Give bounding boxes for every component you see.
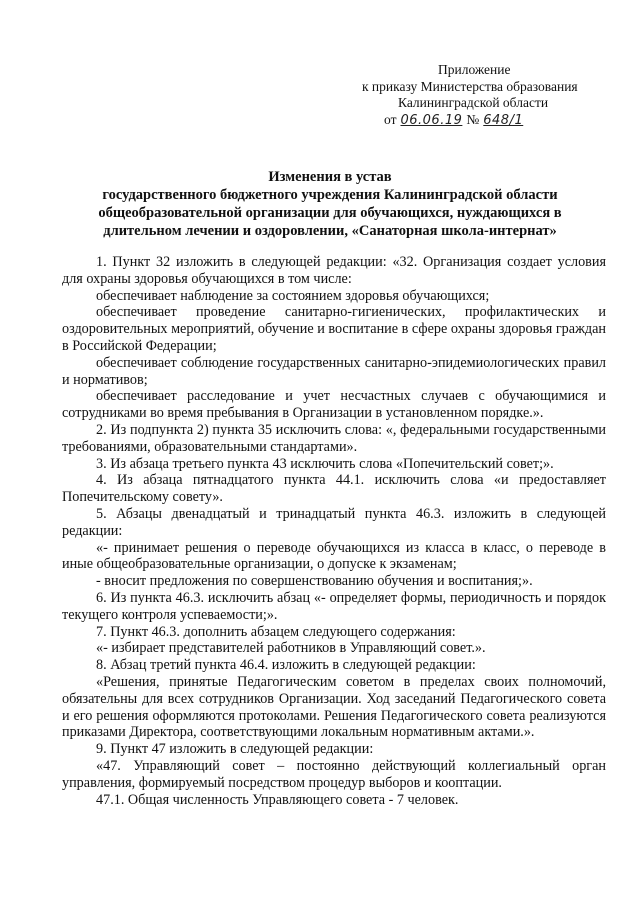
paragraph: 6. Из пункта 46.3. исключить абзац «- определяет формы, периодичность и порядок текущего контроля успеваемости;». — [62, 589, 606, 623]
document-title — [60, 168, 600, 240]
paragraph: обеспечивает расследование и учет несчастных случаев с обучающимися и сотрудниками во время пребывания в Организации в установленном порядке.». — [62, 388, 606, 422]
handwritten-number: 648/1 — [483, 112, 524, 128]
title-line: Изменения в устав — [268, 169, 392, 185]
paragraph: «47. Управляющий совет – постоянно действующий коллегиальный орган управления, формируемый посредством процедур выборов и кооптации. — [62, 757, 606, 791]
annex-date-line — [356, 112, 606, 130]
paragraph: 47.1. Общая численность Управляющего совета - 7 человек. — [96, 791, 459, 808]
paragraph: «Решения, принятые Педагогическим советом в пределах своих полномочий, обязательны для всех сотрудников Организации. Ход заседаний Педагогического совета и его решения оформляются протоколами. Решения Педагогического совета реализуются приказами Директора, соответствующими локальным нормативным актами.». — [62, 673, 606, 741]
date-prefix: от — [384, 111, 397, 127]
paragraph: обеспечивает наблюдение за состоянием здоровья обучающихся; — [96, 287, 490, 304]
number-prefix: № — [466, 111, 480, 127]
annex-region: Калининградской области — [398, 95, 549, 110]
paragraph: 8. Абзац третий пункта 46.4. изложить в следующей редакции: — [96, 657, 476, 674]
document-body — [62, 254, 606, 808]
paragraph: обеспечивает проведение санитарно-гигиенических, профилактических и оздоровительных мероприятий, обучение и воспитание в сфере охраны здоровья граждан в Российской Федерации; — [62, 304, 606, 354]
paragraph: 1. Пункт 32 изложить в следующей редакции: «32. Организация создает условия для охраны здоровья обучающихся в том числе: — [62, 254, 606, 287]
title-line: длительном лечении и оздоровлении, «Санаторная школа-интернат» — [103, 223, 557, 239]
paragraph: 2. Из подпункта 2) пункта 35 исключить слова: «, федеральными государственными требованиями, образовательными стандартами». — [62, 421, 606, 455]
paragraph: обеспечивает соблюдение государственных санитарно-эпидемиологических правил и нормативов; — [62, 354, 606, 388]
paragraph: 4. Из абзаца пятнадцатого пункта 44.1. исключить слова «и предоставляет Попечительскому совету». — [62, 472, 606, 506]
paragraph: 7. Пункт 46.3. дополнить абзацем следующего содержания: — [96, 623, 456, 640]
annex-block — [356, 62, 606, 129]
annex-order-ref: к приказу Министерства образования — [362, 78, 578, 94]
paragraph: 5. Абзацы двенадцатый и тринадцатый пункта 46.3. изложить в следующей редакции: — [62, 505, 606, 539]
handwritten-date: 06.06.19 — [400, 112, 463, 128]
annex-title: Приложение — [438, 62, 511, 77]
paragraph: «- принимает решения о переводе обучающихся из класса в класс, о переводе в иные общеобразовательные организации, о допуске к экзаменам; — [62, 539, 606, 573]
paragraph: - вносит предложения по совершенствованию обучения и воспитания;». — [96, 573, 533, 590]
paragraph: 9. Пункт 47 изложить в следующей редакции: — [96, 741, 374, 758]
title-line: государственного бюджетного учреждения Калининградской области — [102, 187, 558, 203]
paragraph: «- избирает представителей работников в Управляющий совет.». — [96, 640, 486, 657]
title-line: общеобразовательной организации для обучающихся, нуждающихся в — [98, 205, 562, 221]
paragraph: 3. Из абзаца третьего пункта 43 исключить слова «Попечительский совет;». — [96, 455, 554, 472]
